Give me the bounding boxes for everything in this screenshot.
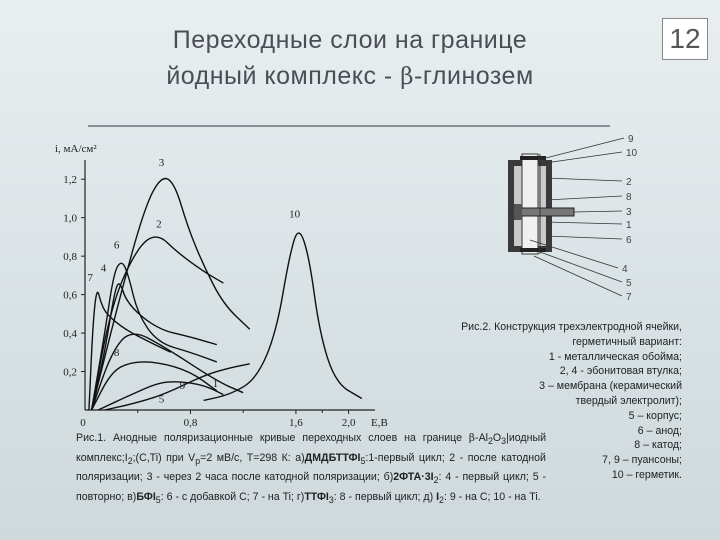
curve-5 <box>105 364 250 410</box>
cell-diagram-svg <box>500 130 660 310</box>
y-tick-label: 1,0 <box>63 212 77 225</box>
cap1-text-7: :1-первый цикл; 2 - после катодной поляризации; 3 - через 2 часа после катодной поляризации; б) <box>76 451 546 484</box>
caption2-line: 8 – катод; <box>634 439 682 452</box>
cell-leader-line <box>546 178 622 181</box>
curve-label-3: 3 <box>158 156 165 169</box>
curve-label-4: 4 <box>100 262 107 275</box>
cap1-text-11: : 9 - на С; 10 - на Ti. <box>443 490 541 503</box>
cap1-bold-3: БФI <box>136 490 156 503</box>
cap1-bold-sub-4: 3 <box>328 494 334 505</box>
cap1-bold-1: ДМДБТТФI <box>304 451 361 464</box>
chart-svg <box>45 138 388 433</box>
curve-label-8: 8 <box>113 347 120 360</box>
cap1-text-9: : 6 - с добавкой С; 7 - на Ti; г) <box>160 490 305 503</box>
cell-top-cap-shape <box>520 156 546 160</box>
caption2-line: 10 – герметик. <box>611 468 682 481</box>
cap1-bold-sub-1: 5 <box>360 455 366 466</box>
title-divider <box>88 125 610 127</box>
curve-label-2: 2 <box>156 218 162 231</box>
cap1-text-3: O <box>492 432 502 444</box>
x-tick-label: 1,6 <box>289 417 303 429</box>
cap1-bold-sub-3: 5 <box>155 494 161 505</box>
caption2-line: 2, 4 - эбонитовая втулка; <box>559 365 682 378</box>
slide-title <box>60 22 640 95</box>
cell-label-4: 4 <box>622 264 628 275</box>
title-line-1: Переходные слои на границе <box>172 26 528 54</box>
cell-leader-line <box>546 236 622 239</box>
y-tick-label: 1,2 <box>63 174 77 187</box>
cell-label-1: 1 <box>626 220 632 231</box>
cell-label-9: 9 <box>628 134 634 145</box>
cell-label-5: 5 <box>626 278 632 289</box>
slide-number: 12 <box>662 18 708 60</box>
title-line-2 <box>60 58 640 95</box>
cap1-bold-sub-5: 2 <box>439 494 444 505</box>
cap1-beta: β <box>468 432 476 444</box>
cell-leader-line <box>534 256 622 296</box>
curve-label-7: 7 <box>87 272 94 285</box>
curve-label-10: 10 <box>289 208 301 221</box>
title-line-2-pre: йодный комплекс - <box>166 62 401 90</box>
y-tick-label: 0,8 <box>63 251 77 264</box>
curve-label-6: 6 <box>113 239 120 252</box>
cell-leader-line <box>538 152 622 164</box>
cell-bottom-cap-shape <box>520 248 546 252</box>
caption2-line: герметичный вариант: <box>572 335 682 348</box>
curve-10 <box>204 233 362 400</box>
caption2-line: Рис.2. Конструкция трехэлектродной ячейки, <box>461 321 682 333</box>
cell-leader-line <box>538 138 624 160</box>
cap1-text-1: Рис.1. Анодные поляризационные кривые переходных слоев на границе <box>76 432 469 444</box>
cell-label-8: 8 <box>626 192 632 203</box>
caption2-line: 5 – корпус; <box>628 409 682 422</box>
cap1-sub-4: 2 <box>127 455 133 466</box>
cap1-text-2: -Al <box>475 432 488 444</box>
cap1-text-8: : 4 - первый цикл; 5 - повторно; в) <box>76 471 546 503</box>
curve-4 <box>92 284 217 410</box>
cell-leader-line <box>574 211 622 212</box>
cell-label-10: 10 <box>626 148 638 159</box>
curve-label-5: 5 <box>158 393 165 406</box>
title-beta-symbol: β <box>400 64 414 90</box>
title-line-2-post: -глинозем <box>414 62 534 90</box>
x-tick-label: 0,8 <box>183 417 198 429</box>
cell-leader-line <box>546 222 622 224</box>
cell-label-7: 7 <box>626 292 632 303</box>
origin-label: 0 <box>80 417 86 429</box>
curve-label-1: 1 <box>212 377 219 390</box>
caption2-line: 1 - металлическая обойма; <box>548 350 682 363</box>
cap1-sub-3: 3 <box>501 436 507 447</box>
y-axis-label: i, мА/см² <box>55 143 97 155</box>
cap1-bold-5: I <box>436 490 440 503</box>
y-tick-label: 0,6 <box>63 289 77 302</box>
cap1-bold-sub-2: 2 <box>433 475 439 486</box>
caption2-line: 3 – мембрана (керамический <box>539 380 682 393</box>
cap1-bold-4: ТТФI <box>304 490 329 503</box>
cell-leader-line <box>546 196 622 200</box>
cap1-text-4: |иодный комплекс;I <box>76 432 546 464</box>
cell-leader-line <box>530 240 618 268</box>
cap1-sub-5: p <box>195 455 201 466</box>
cap1-text-10: : 8 - первый цикл; д) <box>333 490 437 503</box>
cell-label-6: 6 <box>626 235 632 246</box>
cap1-text-5: ;(C,Ti) при V <box>132 451 196 464</box>
x-axis-label: E,B <box>371 417 388 429</box>
caption2-line: 6 – анод; <box>637 424 682 437</box>
x-tick-label: 2,0 <box>341 417 356 429</box>
cell-membrane-shape <box>516 208 574 216</box>
cell-plunger-shape <box>522 154 538 254</box>
curve-label-9: 9 <box>179 379 186 392</box>
cap1-bold-2: 2ФТА·3I <box>393 471 434 484</box>
caption2-line: 7, 9 – пуансоны; <box>602 454 682 467</box>
figure-2-caption <box>430 320 682 486</box>
caption2-line: твердый электролит); <box>575 394 682 407</box>
polarization-chart <box>45 138 388 433</box>
cell-clip-shape <box>514 204 522 220</box>
cell-diagram <box>500 130 660 310</box>
cap1-text-6: =2 мВ/с, T=298 К: а) <box>200 451 305 464</box>
cell-label-3: 3 <box>626 207 632 218</box>
cap1-sub-2: 2 <box>488 436 493 447</box>
cell-label-2: 2 <box>626 177 632 188</box>
y-tick-label: 0,2 <box>63 366 77 379</box>
y-tick-label: 0,4 <box>63 328 77 341</box>
